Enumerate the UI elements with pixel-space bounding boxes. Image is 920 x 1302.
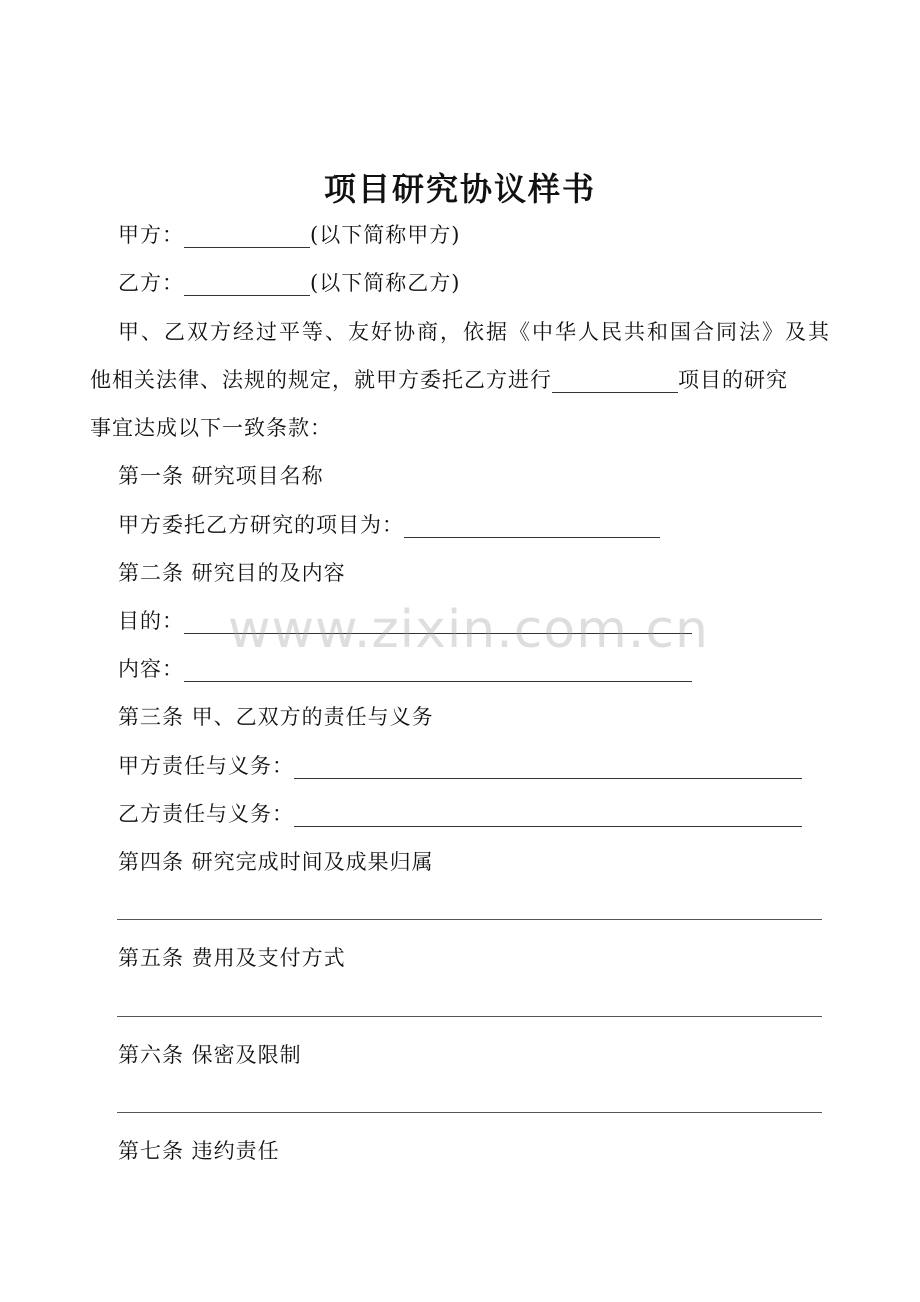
preamble-text-a: 他相关法律、法规的规定，就甲方委托乙方进行 [90,368,552,392]
party-a-line [118,220,460,250]
party-b-line [118,268,460,298]
article-6-heading: 第六条 保密及限制 [118,1043,302,1067]
article-7-heading: 第七条 违约责任 [118,1139,280,1163]
party-a-blank[interactable] [184,225,310,248]
preamble-line-1: 甲、乙双方经过平等、友好协商，依据《中华人民共和国合同法》及其 [118,320,831,344]
article-2-heading: 第二条 研究目的及内容 [118,561,346,585]
preamble-line-3: 事宜达成以下一致条款： [90,416,332,440]
document-title: 项目研究协议样书 [323,170,596,208]
article-4-heading: 第四条 研究完成时间及成果归属 [118,850,434,874]
article-5-heading: 第五条 费用及支付方式 [118,946,346,970]
party-b-blank[interactable] [184,273,310,296]
article-1-heading: 第一条 研究项目名称 [118,464,324,488]
party-a-label: 甲方： [118,223,184,247]
party-b-duties-label: 乙方责任与义务： [118,802,294,826]
party-b-duties-blank[interactable] [294,804,802,827]
party-a-suffix: (以下简称甲方) [310,223,461,247]
purpose-label: 目的： [118,609,184,633]
article-1-text-line [118,510,660,540]
party-a-duties-blank[interactable] [294,756,802,779]
article-5-blank-line[interactable] [117,1016,822,1017]
party-a-duties-label: 甲方责任与义务： [118,754,294,778]
article-1-text: 甲方委托乙方研究的项目为： [118,513,404,537]
preamble-line-2 [90,365,788,395]
article-6-blank-line[interactable] [117,1112,822,1113]
party-b-duties-line [118,799,802,829]
project-name-blank[interactable] [552,370,678,393]
preamble-text-b: 项目的研究 [678,368,788,392]
content-label: 内容： [118,657,184,681]
content-blank[interactable] [184,659,692,682]
party-a-duties-line [118,751,802,781]
party-b-label: 乙方： [118,271,184,295]
article-4-blank-line[interactable] [117,919,822,920]
article-3-heading: 第三条 甲、乙双方的责任与义务 [118,705,434,729]
party-b-suffix: (以下简称乙方) [310,271,461,295]
watermark: www.zixin.com.cn [228,600,709,660]
project-title-blank[interactable] [404,515,660,538]
